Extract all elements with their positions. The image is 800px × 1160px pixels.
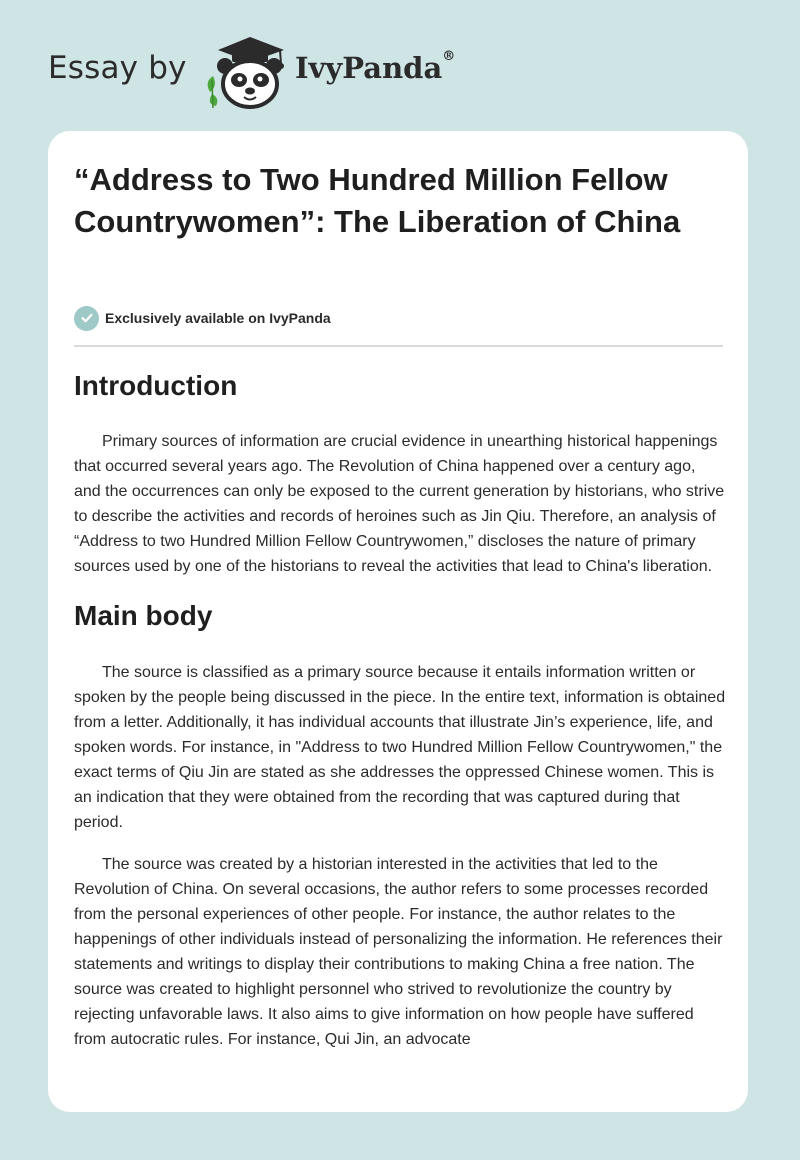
ivypanda-logo-icon [200, 34, 294, 110]
paragraph: The source was created by a historian interested in the activities that led to the Revolution of China. On several occasions, the author refers to some processes recorded from the personal experiences of other people. For instance, the author relates to the happenings of other individuals instead of personalizing the information. He references their statements and writings to display their contributions to making China a free nation. The source was created to highlight personnel who strived to revolutionize the country by rejecting unfavorable laws. It also aims to give information on how people have suffered from autocratic rules. For instance, Qui Jin, an advocate [74, 856, 723, 1048]
exclusive-badge [74, 305, 331, 331]
essay-title: “Address to Two Hundred Million Fellow Countrywomen”: The Liberation of China [74, 162, 681, 239]
essay-body [74, 368, 726, 1052]
essay-card [48, 131, 748, 1112]
title-divider [74, 345, 723, 347]
paragraph: Primary sources of information are crucial evidence in unearthing historical happenings that occurred several years ago. The Revolution of China happened over a century ago, and the occurrences can only be exposed to the current generation by historians, who strive to describe the activities and records of heroines such as Jin Qiu. Therefore, an analysis of “Address to two Hundred Million Fellow Countrywomen,” discloses the nature of primary sources used by one of the historians to reveal the activities that lead to China's liberation. [74, 433, 725, 575]
site-header [0, 0, 800, 128]
essay-by-label: Essay by [48, 50, 187, 86]
section-heading-introduction: Introduction [74, 370, 238, 401]
exclusive-badge-text: Exclusively available on IvyPanda [105, 310, 331, 326]
brand-name: IvyPanda® [295, 49, 456, 85]
paragraph: The source is classified as a primary source because it entails information written or spoken by the people being discussed in the piece. In the entire text, information is obtained from a letter. Additionally, it has individual accounts that illustrate Jin’s experience, life, and spoken words. For instance, in "Address to two Hundred Million Fellow Countrywomen," the exact terms of Qiu Jin are stated as she addresses the oppressed Chinese women. This is an indication that they were obtained from the recording that was captured during that period. [74, 664, 726, 831]
trademark-mark: ® [442, 49, 456, 64]
section-heading-main-body: Main body [74, 600, 213, 631]
check-circle-icon [74, 306, 99, 331]
